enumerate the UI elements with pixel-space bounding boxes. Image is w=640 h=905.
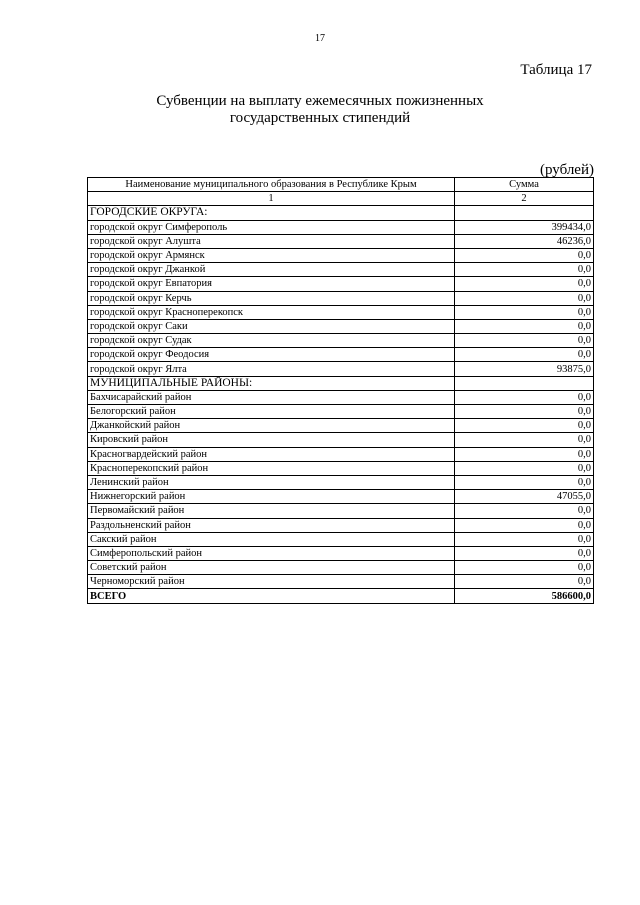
document-title <box>0 93 640 127</box>
row-name-cell: Первомайский район <box>88 504 455 518</box>
table-row <box>88 532 594 546</box>
row-name-cell: Бахчисарайский район <box>88 390 455 404</box>
column-number-1: 1 <box>88 192 455 206</box>
row-name-cell: Советский район <box>88 561 455 575</box>
table-row <box>88 504 594 518</box>
header-sum-cell: Сумма <box>455 178 594 192</box>
row-name-cell: Красноперекопский район <box>88 461 455 475</box>
table-row <box>88 263 594 277</box>
row-sum-cell: 0,0 <box>455 546 594 560</box>
row-sum-cell: 0,0 <box>455 575 594 589</box>
table-row <box>88 334 594 348</box>
row-sum-cell: 0,0 <box>455 504 594 518</box>
row-name-cell: Сакский район <box>88 532 455 546</box>
row-sum-cell: 0,0 <box>455 277 594 291</box>
table-row <box>88 433 594 447</box>
table-row <box>88 220 594 234</box>
row-sum-cell: 399434,0 <box>455 220 594 234</box>
table-row <box>88 319 594 333</box>
row-sum-cell: 0,0 <box>455 447 594 461</box>
row-name-cell: Кировский район <box>88 433 455 447</box>
row-name-cell: городской округ Симферополь <box>88 220 455 234</box>
table-header-row <box>88 178 594 192</box>
row-sum-cell: 0,0 <box>455 561 594 575</box>
table-row <box>88 348 594 362</box>
row-name-cell: городской округ Алушта <box>88 234 455 248</box>
table-column-numbers-row <box>88 192 594 206</box>
row-name-cell: городской округ Евпатория <box>88 277 455 291</box>
table-row <box>88 419 594 433</box>
row-name-cell: Ленинский район <box>88 475 455 489</box>
table-row <box>88 390 594 404</box>
row-name-cell: Черноморский район <box>88 575 455 589</box>
title-line-2: государственных стипендий <box>229 110 411 126</box>
table-row <box>88 248 594 262</box>
row-sum-cell: 0,0 <box>455 419 594 433</box>
row-name-cell: МУНИЦИПАЛЬНЫЕ РАЙОНЫ: <box>88 376 455 390</box>
header-name-cell: Наименование муниципального образования в Республике Крым <box>88 178 455 192</box>
row-name-cell: городской округ Феодосия <box>88 348 455 362</box>
page-number: 17 <box>315 33 325 44</box>
row-name-cell: городской округ Армянск <box>88 248 455 262</box>
row-sum-cell: 0,0 <box>455 475 594 489</box>
row-sum-cell: 0,0 <box>455 263 594 277</box>
row-sum-cell: 0,0 <box>455 319 594 333</box>
row-sum-cell: 93875,0 <box>455 362 594 376</box>
row-sum-cell: 0,0 <box>455 305 594 319</box>
row-sum-cell: 0,0 <box>455 405 594 419</box>
row-sum-cell: 0,0 <box>455 433 594 447</box>
row-name-cell: ГОРОДСКИЕ ОКРУГА: <box>88 206 455 220</box>
section-row <box>88 206 594 220</box>
table-row <box>88 490 594 504</box>
row-name-cell: Нижнегорский район <box>88 490 455 504</box>
row-sum-cell: 0,0 <box>455 461 594 475</box>
row-sum-cell <box>455 206 594 220</box>
total-row <box>88 589 594 603</box>
row-name-cell: Раздольненский район <box>88 518 455 532</box>
table-label: Таблица 17 <box>520 62 592 78</box>
table-row <box>88 305 594 319</box>
row-sum-cell: 0,0 <box>455 518 594 532</box>
row-name-cell: городской округ Красноперекопск <box>88 305 455 319</box>
row-name-cell: Белогорский район <box>88 405 455 419</box>
table-row <box>88 277 594 291</box>
table-row <box>88 291 594 305</box>
row-name-cell: Симферопольский район <box>88 546 455 560</box>
row-name-cell: ВСЕГО <box>88 589 455 603</box>
row-sum-cell: 0,0 <box>455 390 594 404</box>
table-row <box>88 575 594 589</box>
row-sum-cell: 586600,0 <box>455 589 594 603</box>
row-name-cell: городской округ Саки <box>88 319 455 333</box>
row-sum-cell: 0,0 <box>455 248 594 262</box>
subventions-table <box>87 177 594 604</box>
units-label: (рублей) <box>539 162 594 178</box>
row-name-cell: Красногвардейский район <box>88 447 455 461</box>
row-name-cell: городской округ Ялта <box>88 362 455 376</box>
table-row <box>88 546 594 560</box>
section-row <box>88 376 594 390</box>
table-row <box>88 475 594 489</box>
column-number-2: 2 <box>455 192 594 206</box>
table-row <box>88 362 594 376</box>
row-sum-cell: 47055,0 <box>455 490 594 504</box>
table-row <box>88 518 594 532</box>
row-name-cell: городской округ Судак <box>88 334 455 348</box>
table-row <box>88 405 594 419</box>
title-line-1: Субвенции на выплату ежемесячных пожизненных <box>156 93 484 109</box>
row-sum-cell: 0,0 <box>455 532 594 546</box>
table-row <box>88 561 594 575</box>
row-name-cell: городской округ Джанкой <box>88 263 455 277</box>
row-name-cell: городской округ Керчь <box>88 291 455 305</box>
row-sum-cell: 46236,0 <box>455 234 594 248</box>
table-row <box>88 234 594 248</box>
row-sum-cell: 0,0 <box>455 334 594 348</box>
row-sum-cell: 0,0 <box>455 291 594 305</box>
row-sum-cell <box>455 376 594 390</box>
table-row <box>88 447 594 461</box>
row-sum-cell: 0,0 <box>455 348 594 362</box>
row-name-cell: Джанкойский район <box>88 419 455 433</box>
table-row <box>88 461 594 475</box>
